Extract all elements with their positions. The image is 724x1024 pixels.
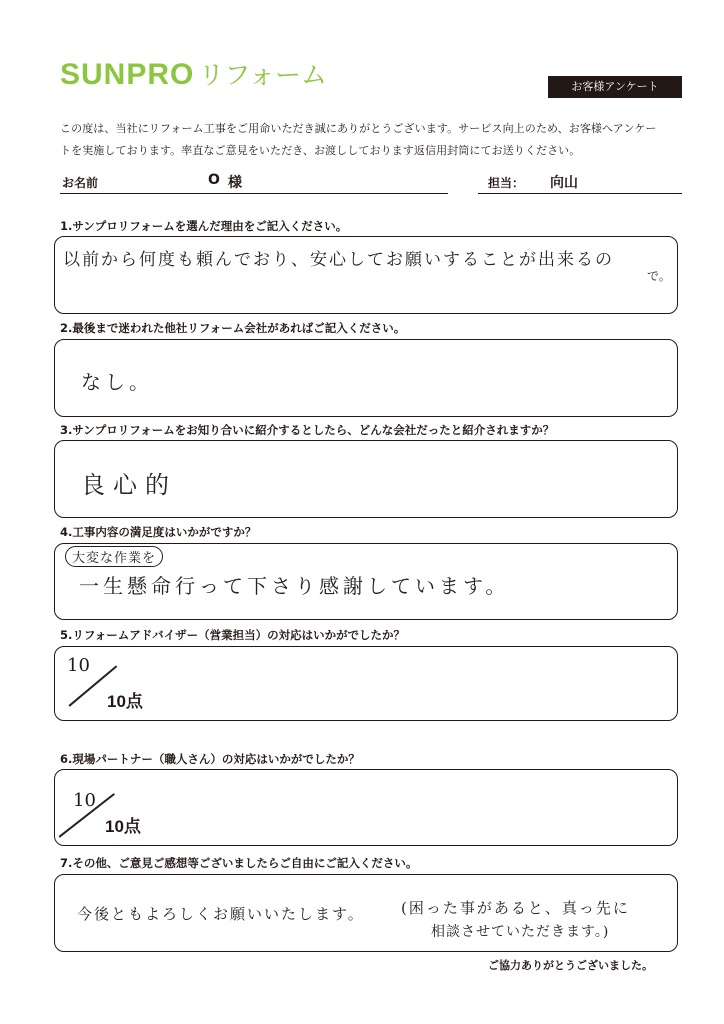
answer-box-4 (54, 543, 678, 620)
answer-box-6 (54, 769, 678, 846)
name-label: お名前 (62, 176, 99, 190)
staff-label: 担当： (488, 176, 525, 190)
answer-box-3 (54, 440, 678, 518)
score-6-max: 10点 (105, 817, 141, 836)
intro-text (60, 118, 688, 162)
closing-thanks: ご協力ありがとうございました。 (488, 959, 653, 972)
question-5: 5.リフォームアドバイザー（営業担当）の対応はいかがでしたか？ (60, 628, 406, 642)
answer-1-line-1: 以前から何度も頼んでおり、安心してお願いすることが出来るの (63, 250, 614, 270)
question-7: 7.その他、ご意見ご感想等ございましたらご自由にご記入ください。 (60, 856, 418, 870)
staff-field (478, 171, 682, 194)
question-3: 3.サンプロリフォームをお知り合いに紹介するとしたら、どんな会社だったと紹介されますか？ (60, 423, 555, 437)
answer-1-line-2: で。 (647, 269, 671, 283)
answer-2-text: なし。 (81, 370, 153, 394)
customer-name-field (60, 171, 448, 194)
answer-7-line-1: 今後ともよろしくお願いいたします。 (77, 905, 365, 923)
question-4: 4.工事内容の満足度はいかがですか？ (60, 525, 257, 539)
staff-value: 向山 (550, 175, 578, 191)
sunpro-logo (60, 58, 327, 93)
answer-box-7 (54, 874, 678, 952)
answer-4-text: 一生懸命行って下さり感謝しています。 (79, 574, 510, 598)
score-5-max: 10点 (107, 692, 143, 711)
answer-3-text: 良心的 (81, 471, 177, 499)
answer-box-1 (54, 236, 678, 314)
score-5-value: 10 (67, 655, 90, 676)
survey-badge: お客様アンケート (548, 76, 682, 98)
answer-7-line-2: (困った事があると、真っ先に (401, 899, 630, 917)
intro-line: この度は、当社にリフォーム工事をご用命いただき誠にありがとうございます。サービス向上のため、お客様へアンケー (60, 122, 657, 135)
answer-box-5 (54, 646, 678, 721)
question-2: 2.最後まで迷われた他社リフォーム会社があればご記入ください。 (60, 321, 406, 335)
name-honorific: 様 (228, 175, 242, 191)
question-6: 6.現場パートナー（職人さん）の対応はいかがでしたか？ (60, 752, 360, 766)
name-value: O (208, 172, 220, 188)
logo-brand: SUNPRO (60, 58, 195, 91)
intro-line: トを実施しております。率直なご意見をいただき、お渡ししております返信用封筒にてお送りください。 (60, 144, 581, 157)
score-6-value: 10 (73, 790, 96, 811)
answer-4-note: 大変な作業を (65, 546, 163, 567)
question-1: 1.サンプロリフォームを選んだ理由をご記入ください。 (60, 219, 348, 233)
logo-sub: リフォーム (198, 61, 328, 91)
answer-box-2 (54, 339, 678, 417)
answer-7-line-3: 相談させていただきます。) (431, 924, 610, 940)
